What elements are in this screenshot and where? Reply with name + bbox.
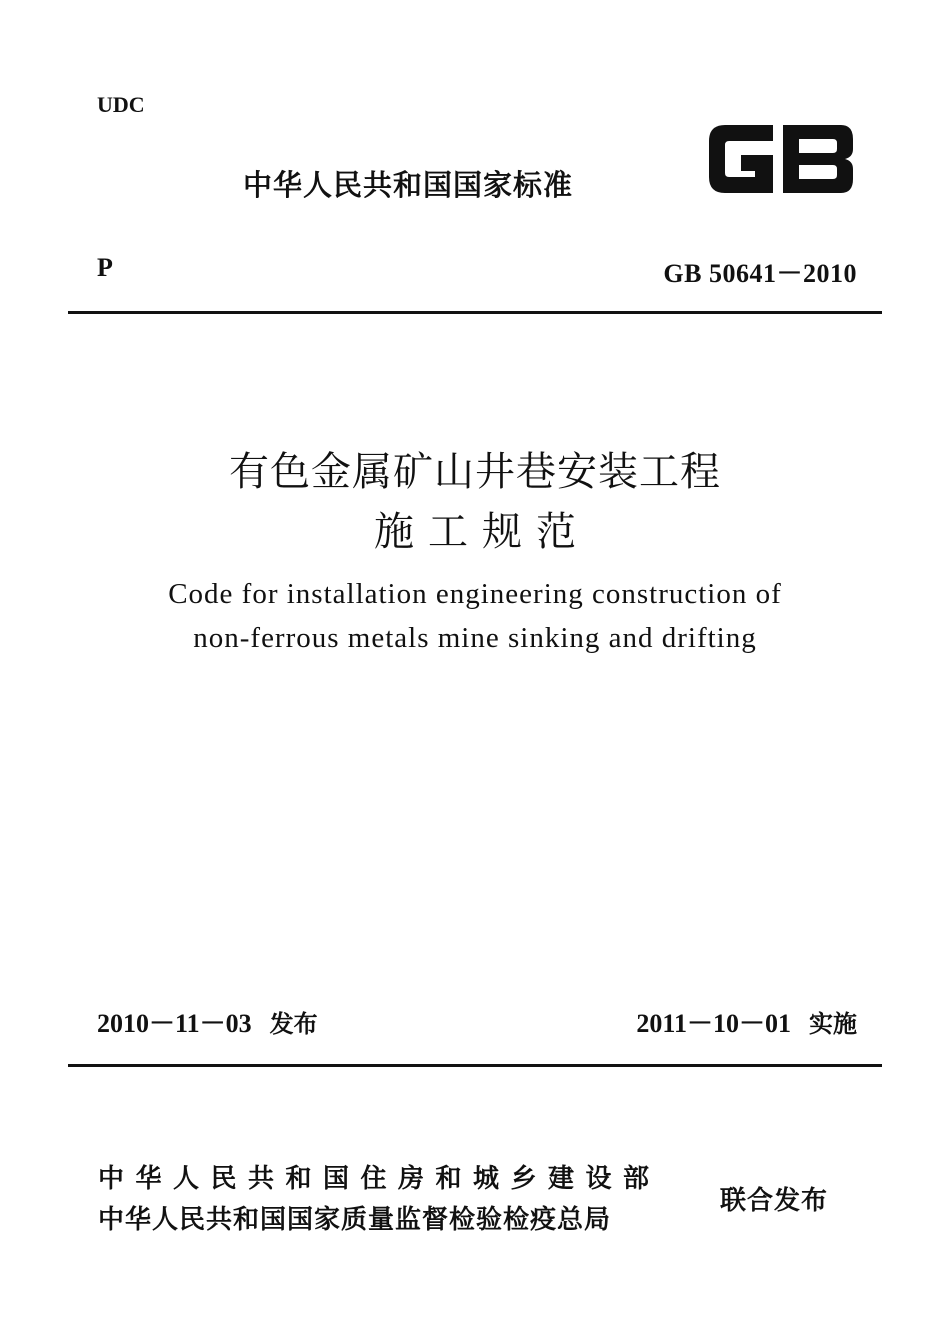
title-chinese-line-1: 有色金属矿山井巷安装工程 — [229, 449, 721, 495]
issue-label: 发布 — [269, 1010, 318, 1038]
bottom-divider — [68, 1064, 882, 1067]
publisher-line-2: 中华人民共和国国家质量监督检验检疫总局 — [98, 1205, 612, 1235]
classification-code: P — [97, 253, 113, 282]
top-divider — [68, 311, 882, 314]
issue-date: 2010－11－03 — [97, 1009, 252, 1038]
gb-logo — [703, 117, 859, 201]
implement-label: 实施 — [809, 1010, 857, 1038]
national-standard-title: 中华人民共和国国家标准 — [243, 168, 574, 202]
implement-date-block — [636, 1003, 857, 1040]
udc-label: UDC — [97, 92, 145, 117]
issue-date-block — [97, 1003, 318, 1040]
implement-date: 2011－10－01 — [636, 1009, 791, 1038]
standard-number: GB 50641－2010 — [663, 259, 857, 288]
title-english-line-2: non-ferrous metals mine sinking and drifting — [193, 622, 757, 654]
title-chinese-line-2: 施工规范 — [374, 509, 590, 555]
publisher-line-1: 中华人民共和国住房和城乡建设部 — [98, 1164, 661, 1194]
joint-publish-label: 联合发布 — [720, 1186, 829, 1216]
title-english-line-1: Code for installation engineering construction of — [168, 578, 782, 610]
